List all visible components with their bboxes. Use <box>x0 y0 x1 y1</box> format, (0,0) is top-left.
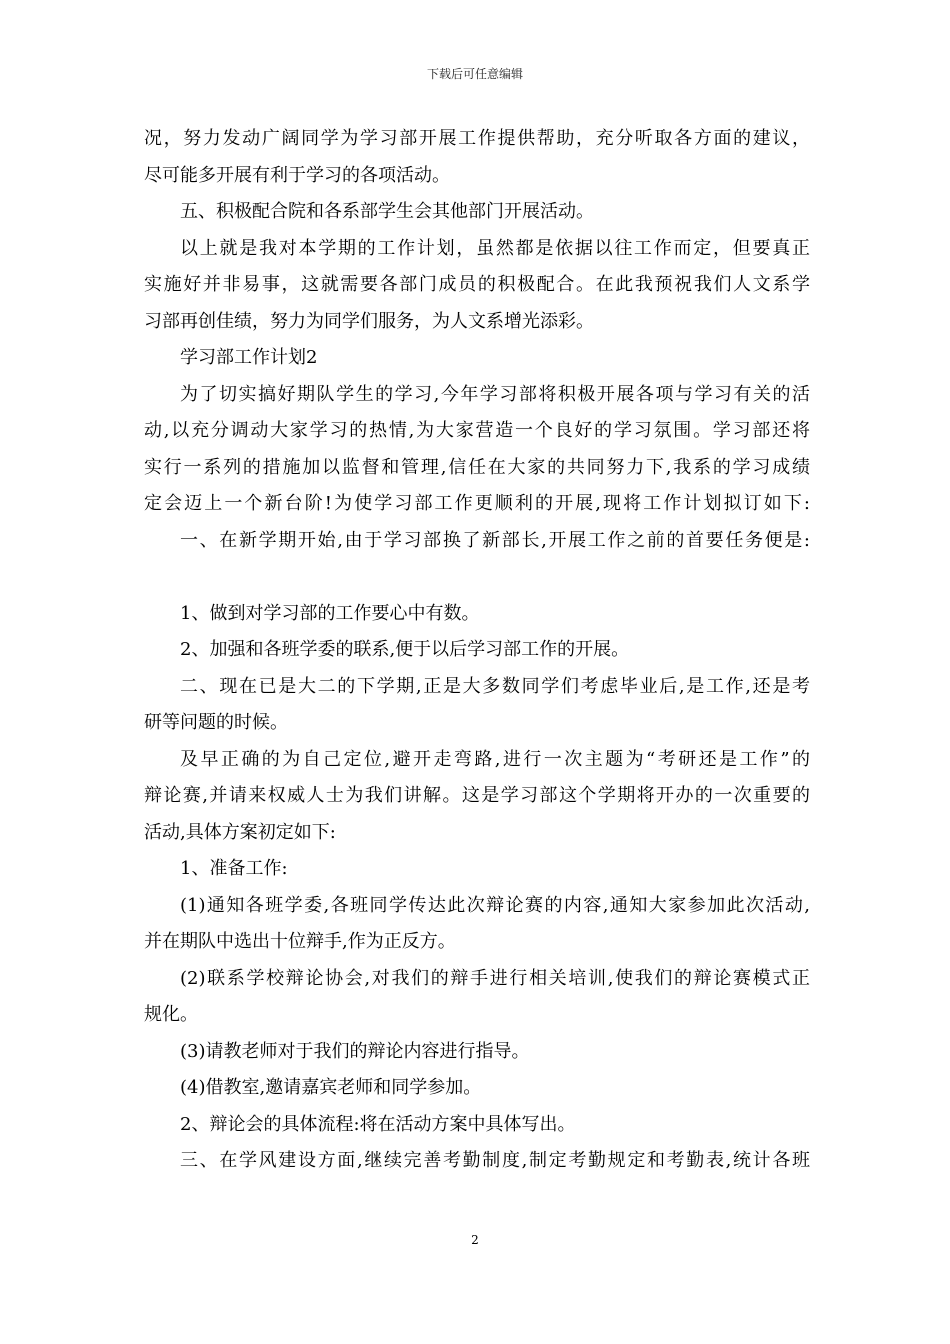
list-item: (4)借教室,邀请嘉宾老师和同学参加。 <box>180 1077 482 1098</box>
list-item: 1、做到对学习部的工作要心中有数。 <box>180 602 480 624</box>
list-item: 2、加强和各班学委的联系,便于以后学习部工作的开展。 <box>180 639 630 660</box>
section-heading: 一、在新学期开始,由于学习部换了新部长,开展工作之前的首要任务便是: <box>180 529 810 551</box>
paragraph-line: 况，努力发动广阔同学为学习部开展工作提供帮助，充分听取各方面的建议， <box>144 128 810 149</box>
subtitle: 学习部工作计划2 <box>180 347 318 368</box>
paragraph-line: 实行一系列的措施加以监督和管理,信任在大家的共同努力下,我系的学习成绩 <box>144 456 810 478</box>
paragraph-line: 以上就是我对本学期的工作计划，虽然都是依据以往工作而定，但要真正 <box>180 237 810 259</box>
blank-line <box>144 559 810 596</box>
paragraph-line: 规化。 <box>144 1004 198 1025</box>
paragraph-line: 动,以充分调动大家学习的热情,为大家营造一个良好的学习氛围。学习部还将 <box>144 420 810 441</box>
document-body <box>144 121 810 1180</box>
paragraph-line: 实施好并非易事，这就需要各部门成员的积极配合。在此我预祝我们人文系学 <box>144 274 810 295</box>
page-header: 下载后可任意编辑 <box>426 67 523 81</box>
list-item: 1、准备工作: <box>180 858 288 879</box>
list-item: 2、辩论会的具体流程:将在活动方案中具体写出。 <box>180 1113 576 1135</box>
list-item: (1)通知各班学委,各班同学传达此次辩论赛的内容,通知大家参加此次活动, <box>180 894 810 916</box>
paragraph-line: 定会迈上一个新台阶!为使学习部工作更顺利的开展,现将工作计划拟订如下: <box>144 493 810 514</box>
section-heading: 五、积极配合院和各系部学生会其他部门开展活动。 <box>180 201 594 222</box>
paragraph-line: 活动,具体方案初定如下: <box>144 821 336 843</box>
paragraph-line: 研等问题的时候。 <box>144 712 288 733</box>
list-item: (2)联系学校辩论协会,对我们的辩手进行相关培训,使我们的辩论赛模式正 <box>180 967 810 989</box>
paragraph-line: 尽可能多开展有利于学习的各项活动。 <box>144 164 450 186</box>
paragraph-line: 为了切实搞好期队学生的学习,今年学习部将积极开展各项与学习有关的活 <box>180 383 810 405</box>
section-heading: 二、现在已是大二的下学期,正是大多数同学们考虑毕业后,是工作,还是考 <box>180 675 810 697</box>
paragraph-line: 辩论赛,并请来权威人士为我们讲解。这是学习部这个学期将开办的一次重要的 <box>144 785 810 806</box>
list-item: (3)请教老师对于我们的辩论内容进行指导。 <box>180 1040 530 1062</box>
section-heading: 三、在学风建设方面,继续完善考勤制度,制定考勤规定和考勤表,统计各班 <box>180 1150 810 1171</box>
page-number: 2 <box>471 1233 479 1247</box>
paragraph-line: 并在期队中选出十位辩手,作为正反方。 <box>144 931 456 952</box>
paragraph-line: 习部再创佳绩，努力为同学们服务，为人文系增光添彩。 <box>144 310 594 332</box>
paragraph-line: 及早正确的为自己定位,避开走弯路,进行一次主题为“考研还是工作”的 <box>180 748 810 770</box>
